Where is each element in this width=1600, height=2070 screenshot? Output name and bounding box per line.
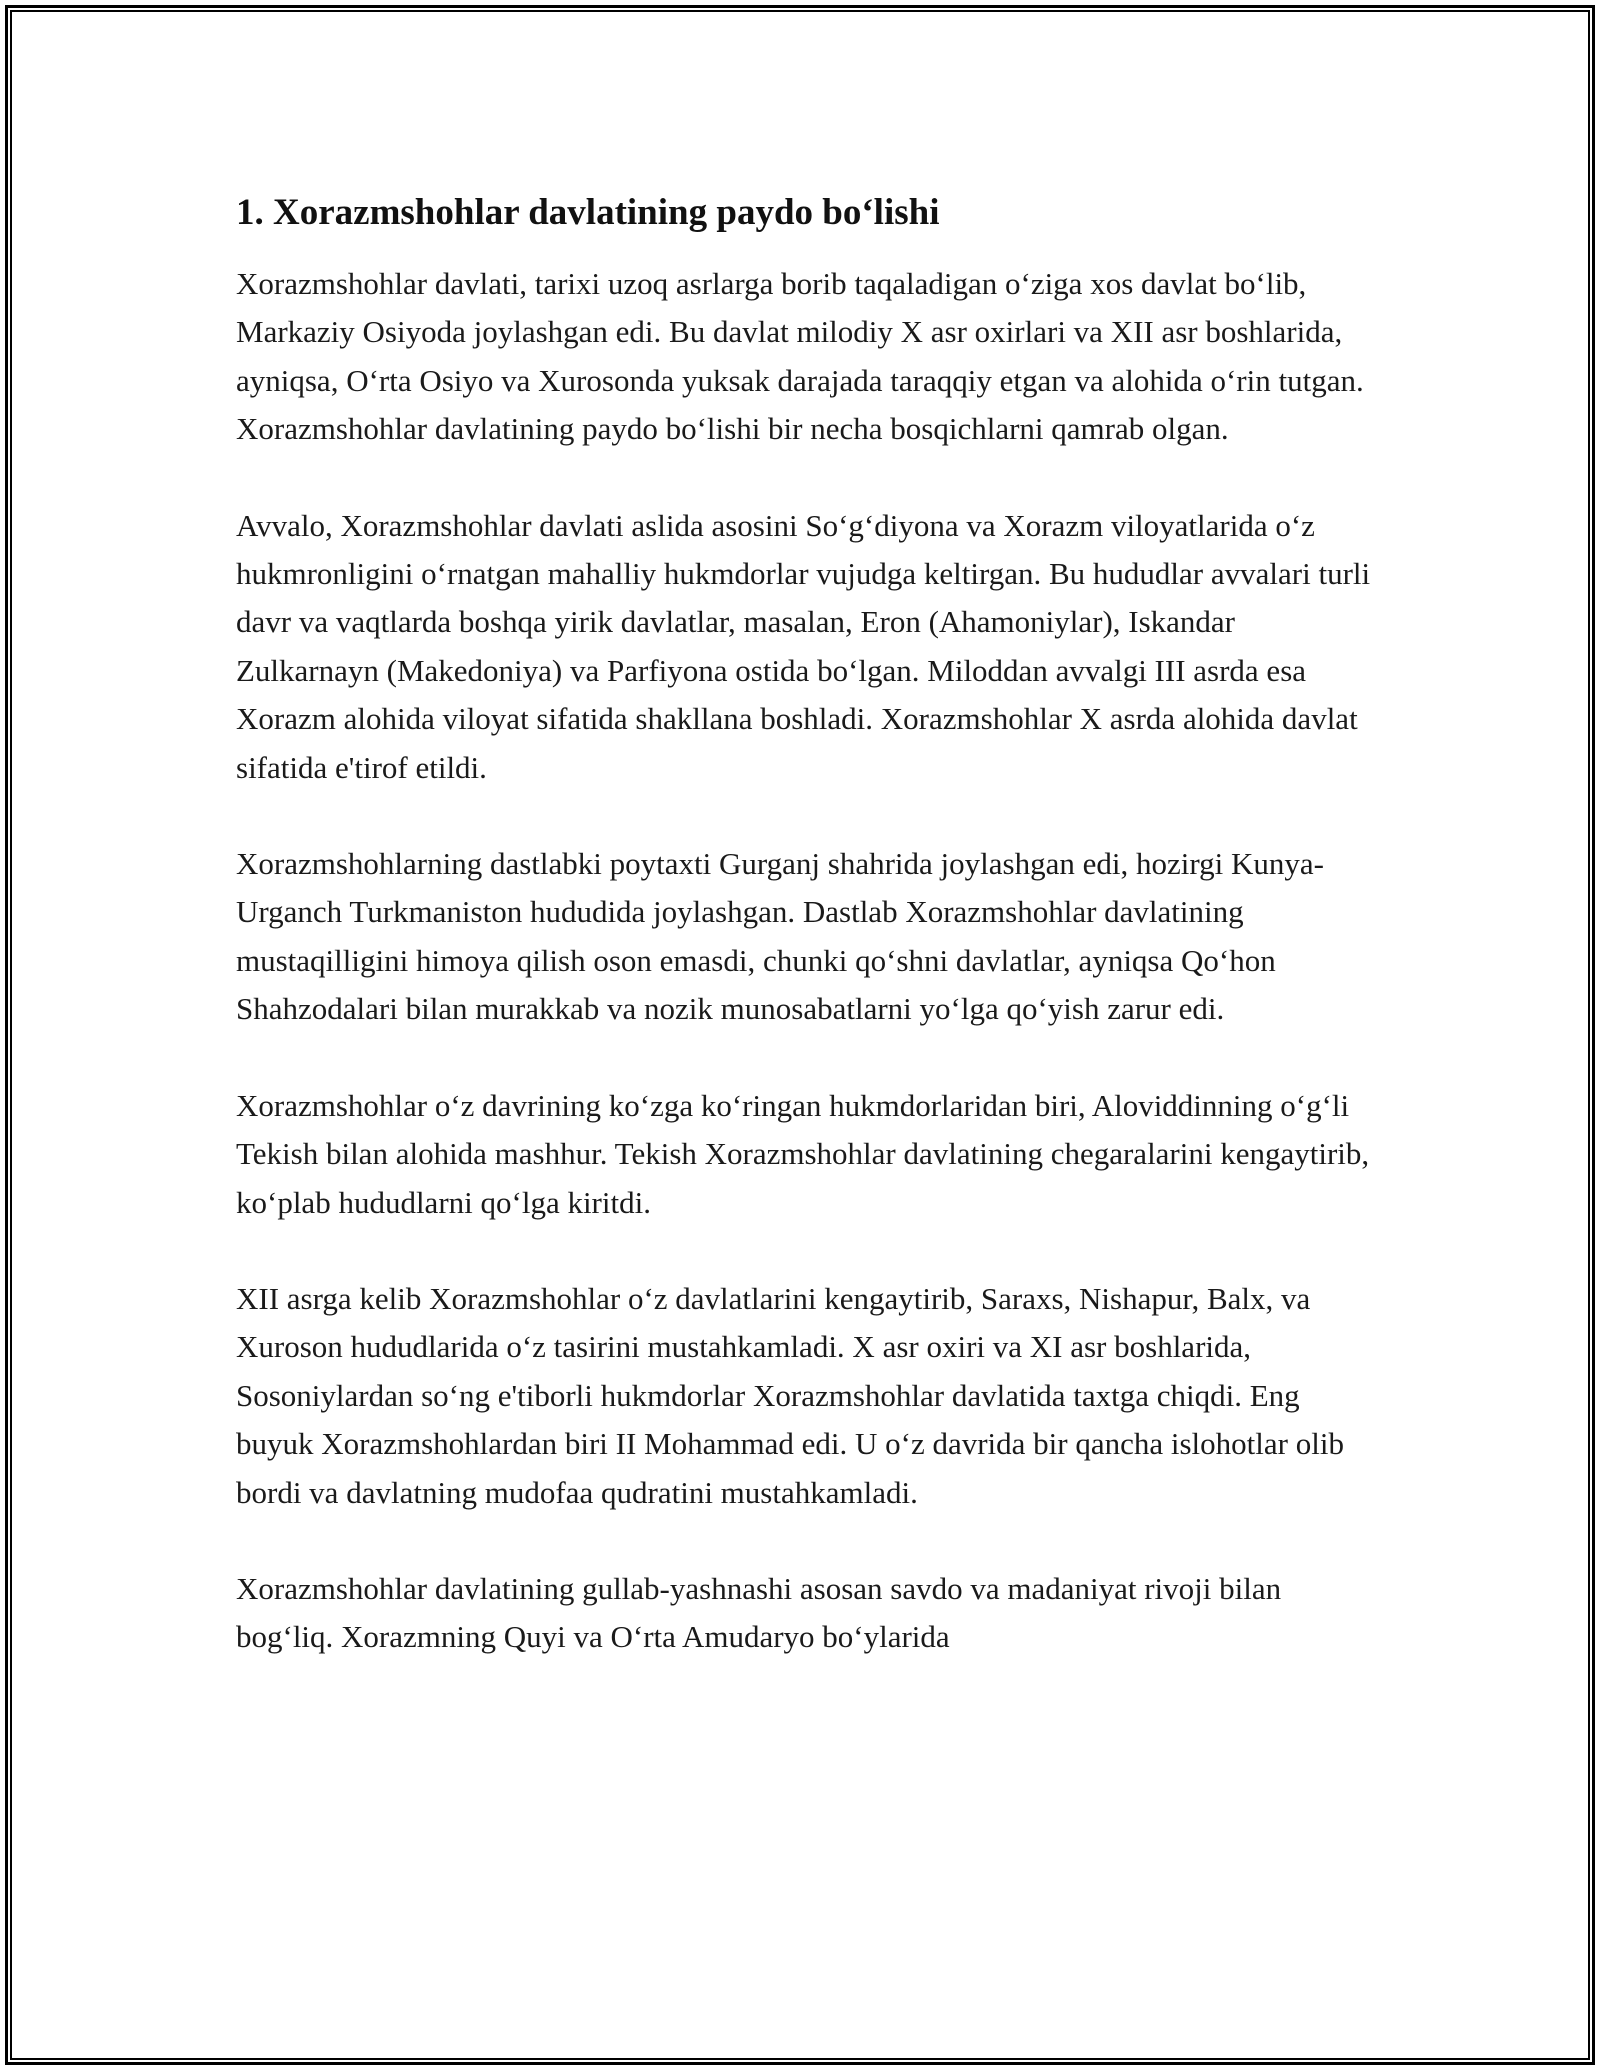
document-body xyxy=(236,188,1376,1710)
section-title: 1. Xorazmshohlar davlatining paydo bo‘lishi xyxy=(236,192,940,233)
paragraph-6: Xorazmshohlar davlatining gullab-yashnashi asosan savdo va madaniyat rivoji bilan bog‘liq. Xorazmning Quyi va O‘rta Amudaryo bo‘ylarida xyxy=(236,1570,1282,1655)
paragraph-1: Xorazmshohlar davlati, tarixi uzoq asrlarga borib taqaladigan o‘ziga xos davlat bo‘lib, Markaziy Osiyoda joylashgan edi. Bu davlat milodiy X asr oxirlari va XII asr boshlarida, ayniqsa, O‘rta Osiyo va Xurosonda yuksak darajada taraqqiy etgan va alohida o‘rin tutgan. Xorazmshohlar davlatining paydo bo‘lishi bir necha bosqichlarni qamrab olgan. xyxy=(236,266,1364,447)
paragraph-5: XII asrga kelib Xorazmshohlar o‘z davlatlarini kengaytirib, Saraxs, Nishapur, Balx, va Xuroson hududlarida o‘z tasirini mustahkamladi. X asr oxiri va XI asr boshlarida, Sosoniylardan so‘ng e'tiborli hukmdorlar Xorazmshohlar davlatida taxtga chiqdi. Eng buyuk Xorazmshohlardan biri II Mohammad edi. U o‘z davrida bir qancha islohotlar olib bordi va davlatning mudofaa qudratini mustahkamladi. xyxy=(236,1280,1344,1510)
paragraph-3: Xorazmshohlarning dastlabki poytaxti Gurganj shahrida joylashgan edi, hozirgi Kunya-Urganch Turkmaniston hududida joylashgan. Dastlab Xorazmshohlar davlatining mustaqilligini himoya qilish oson emasdi, chunki qo‘shni davlatlar, ayniqsa Qo‘hon Shahzodalari bilan murakkab va nozik munosabatlarni yo‘lga qo‘yish zarur edi. xyxy=(236,846,1324,1027)
paragraph-4: Xorazmshohlar o‘z davrining ko‘zga ko‘ringan hukmdorlaridan biri, Aloviddinning o‘g‘li Tekish bilan alohida mashhur. Tekish Xorazmshohlar davlatining chegaralarini kengaytirib, ko‘plab hududlarni qo‘lga kiritdi. xyxy=(236,1087,1370,1220)
paragraph-2: Avvalo, Xorazmshohlar davlati aslida asosini So‘g‘diyona va Xorazm viloyatlarida o‘z hukmronligini o‘rnatgan mahalliy hukmdorlar vujudga keltirgan. Bu hududlar avvalari turli davr va vaqtlarda boshqa yirik davlatlar, masalan, Eron (Ahamoniylar), Iskandar Zulkarnayn (Makedoniya) va Parfiyona ostida bo‘lgan. Miloddan avvalgi III asrda esa Xorazm alohida viloyat sifatida shakllana boshladi. Xorazmshohlar X asrda alohida davlat sifatida e'tirof etildi. xyxy=(236,507,1371,785)
